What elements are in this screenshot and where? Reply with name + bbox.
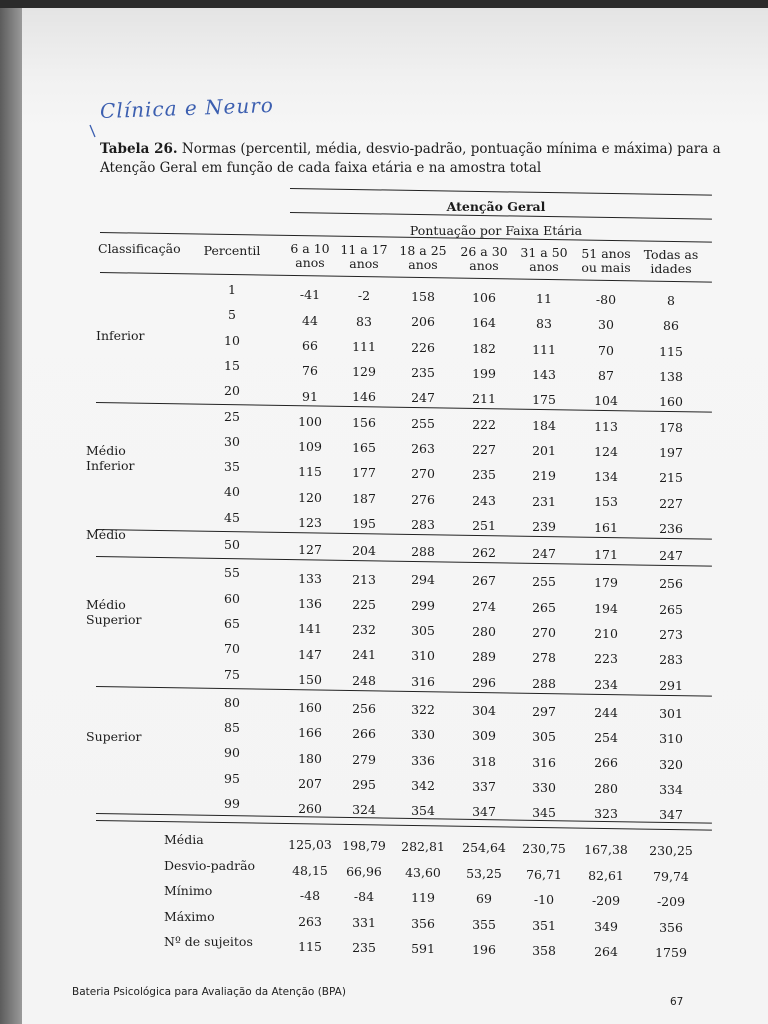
table-cell-value: 232 bbox=[352, 622, 376, 638]
footer-book-title: Bateria Psicológica para Avaliação da Atenção (BPA) bbox=[72, 986, 346, 998]
table-cell-value: 86 bbox=[663, 318, 679, 334]
table-cell-value: 274 bbox=[472, 598, 496, 614]
stat-value: 356 bbox=[659, 919, 683, 935]
table-cell-value: 141 bbox=[298, 621, 322, 637]
table-cell-value: 227 bbox=[659, 495, 683, 511]
table-cell-value: 243 bbox=[472, 492, 496, 508]
table-cell-value: 146 bbox=[352, 389, 376, 405]
age-group-label-line: 26 a 30 bbox=[460, 244, 508, 260]
classification-label bbox=[86, 597, 142, 627]
classification-label-line: Superior bbox=[86, 612, 142, 627]
table-cell-value: 44 bbox=[302, 312, 318, 328]
column-header-age-group bbox=[520, 246, 567, 274]
stat-value: 115 bbox=[298, 939, 322, 955]
table-cell-value: 279 bbox=[352, 751, 376, 767]
table-cell-value: 223 bbox=[594, 651, 618, 667]
stat-value: 235 bbox=[352, 940, 376, 956]
table-cell-value: 265 bbox=[659, 601, 683, 617]
table-cell-value: 160 bbox=[298, 700, 322, 716]
table-cell-value: 288 bbox=[411, 544, 435, 560]
table-cell-value: 305 bbox=[411, 623, 435, 639]
classification-label-line: Médio bbox=[86, 527, 126, 542]
table-cell-value: 330 bbox=[411, 727, 435, 743]
table-cell-value: 226 bbox=[411, 339, 435, 355]
percentile-value: 15 bbox=[224, 357, 240, 373]
percentile-value: 95 bbox=[224, 770, 240, 786]
table-cell-value: 166 bbox=[298, 725, 322, 741]
table-cell-value: 76 bbox=[302, 363, 318, 379]
percentile-value: 10 bbox=[224, 332, 240, 348]
table-cell-value: 334 bbox=[659, 781, 683, 797]
stat-value: 198,79 bbox=[342, 838, 386, 854]
table-cell-value: 150 bbox=[298, 671, 322, 687]
table-cell-value: 123 bbox=[298, 515, 322, 531]
stat-value: -48 bbox=[299, 888, 321, 904]
table-cell-value: 297 bbox=[532, 703, 556, 719]
table-cell-value: 70 bbox=[598, 342, 614, 358]
stat-value: -10 bbox=[533, 892, 555, 908]
handwritten-note: Clínica e Neuro bbox=[99, 92, 275, 124]
age-group-label-line: anos bbox=[529, 259, 559, 275]
table-cell-value: 247 bbox=[532, 546, 556, 562]
table-cell-value: 225 bbox=[352, 596, 376, 612]
age-group-label-line: anos bbox=[469, 258, 499, 274]
column-header-classificacao: Classificação bbox=[98, 241, 181, 256]
table-cell-value: 248 bbox=[352, 672, 376, 688]
table-cell-value: 124 bbox=[594, 443, 618, 459]
table-cell-value: 175 bbox=[532, 392, 556, 408]
table-cell-value: 283 bbox=[659, 652, 683, 668]
table-cell-value: 115 bbox=[659, 343, 683, 359]
page-number: 67 bbox=[670, 996, 684, 1008]
table-cell-value: 263 bbox=[411, 440, 435, 456]
table-cell-value: 295 bbox=[352, 776, 376, 792]
table-cell-value: 294 bbox=[411, 572, 435, 588]
table-cell-value: 111 bbox=[352, 338, 376, 354]
percentile-value: 30 bbox=[224, 433, 240, 449]
column-header-age-group bbox=[581, 247, 630, 275]
table-cell-value: 161 bbox=[594, 519, 618, 535]
table-cell-value: 138 bbox=[659, 369, 683, 385]
table-cell-value: 296 bbox=[472, 674, 496, 690]
table-cell-value: 178 bbox=[659, 419, 683, 435]
table-cell-value: 113 bbox=[594, 418, 618, 434]
table-cell-value: 310 bbox=[411, 648, 435, 664]
classification-label-line: Médio bbox=[86, 597, 126, 612]
table-cell-value: 336 bbox=[411, 752, 435, 768]
age-group-label-line: 18 a 25 bbox=[399, 243, 447, 259]
table-cell-value: 83 bbox=[356, 313, 372, 329]
table-cell-value: 316 bbox=[532, 754, 556, 770]
stat-value: 76,71 bbox=[526, 866, 562, 882]
table-cell-value: 127 bbox=[298, 542, 322, 558]
table-cell-value: 231 bbox=[532, 493, 556, 509]
stat-label: Mínimo bbox=[164, 883, 213, 898]
table-cell-value: 270 bbox=[411, 466, 435, 482]
table-cell-value: 251 bbox=[472, 517, 496, 533]
stat-value: 167,38 bbox=[584, 842, 628, 858]
stat-value: 355 bbox=[472, 916, 496, 932]
table-cell-value: 347 bbox=[659, 807, 683, 823]
table-cell-value: 354 bbox=[411, 803, 435, 819]
table-cell-value: 165 bbox=[352, 440, 376, 456]
table-cell-value: 316 bbox=[411, 673, 435, 689]
stat-label: Máximo bbox=[164, 908, 215, 924]
percentile-value: 70 bbox=[224, 641, 240, 657]
scan-left-edge bbox=[0, 8, 22, 1024]
table-cell-value: 235 bbox=[472, 467, 496, 483]
percentile-value: 60 bbox=[224, 590, 240, 606]
stat-value: -209 bbox=[591, 893, 621, 909]
table-cell-value: 164 bbox=[472, 315, 496, 331]
table-cell-value: 330 bbox=[532, 779, 556, 795]
table-cell-value: 288 bbox=[532, 675, 556, 691]
table-cell-value: 310 bbox=[659, 731, 683, 747]
table-cell-value: 324 bbox=[352, 802, 376, 818]
table-cell-value: 305 bbox=[532, 729, 556, 745]
table-cell-value: 247 bbox=[411, 390, 435, 406]
stat-value: 591 bbox=[411, 941, 435, 957]
table-cell-value: 109 bbox=[298, 439, 322, 455]
table-cell-value: 215 bbox=[659, 470, 683, 486]
table-cell-value: 182 bbox=[472, 340, 496, 356]
caption-label: Tabela 26. bbox=[100, 141, 178, 157]
stat-value: 263 bbox=[298, 913, 322, 929]
table-cell-value: -2 bbox=[357, 288, 371, 304]
scan-top-edge bbox=[0, 0, 768, 8]
table-cell-value: 227 bbox=[472, 441, 496, 457]
percentile-value: 20 bbox=[224, 383, 240, 399]
table-cell-value: 255 bbox=[411, 415, 435, 431]
stat-value: 356 bbox=[411, 915, 435, 931]
table-cell-value: 30 bbox=[598, 317, 614, 333]
table-cell-value: 280 bbox=[472, 624, 496, 640]
table-cell-value: 309 bbox=[472, 728, 496, 744]
table-cell-value: 260 bbox=[298, 801, 322, 817]
classification-label bbox=[86, 527, 126, 542]
table-cell-value: 106 bbox=[472, 290, 496, 306]
table-caption bbox=[100, 140, 730, 178]
percentile-value: 1 bbox=[228, 282, 236, 297]
age-group-label-line: anos bbox=[349, 256, 379, 272]
table-cell-value: 299 bbox=[411, 597, 435, 613]
table-cell-value: 265 bbox=[532, 599, 556, 615]
table-cell-value: 177 bbox=[352, 465, 376, 481]
percentile-value: 50 bbox=[224, 537, 240, 552]
classification-label bbox=[96, 328, 145, 343]
column-header-age-group bbox=[460, 245, 507, 273]
age-group-label-line: anos bbox=[408, 257, 438, 273]
table-cell-value: 255 bbox=[532, 574, 556, 590]
table-cell-value: 194 bbox=[594, 600, 618, 616]
classification-label-line: Inferior bbox=[86, 458, 135, 473]
table-cell-value: 11 bbox=[536, 291, 552, 307]
table-cell-value: 120 bbox=[298, 489, 322, 505]
percentile-value: 99 bbox=[224, 796, 240, 811]
table-cell-value: 195 bbox=[352, 515, 376, 531]
table-cell-value: 266 bbox=[594, 755, 618, 771]
stat-value: 254,64 bbox=[462, 840, 506, 856]
stat-value: -209 bbox=[656, 894, 686, 910]
caption-text: Normas (percentil, média, desvio-padrão, pontuação mínima e máxima) para a Atenção Geral em função de cada faixa etária e na amostra total bbox=[100, 141, 721, 176]
table-cell-value: 345 bbox=[532, 805, 556, 821]
table-cell-value: 187 bbox=[352, 490, 376, 506]
classification-label bbox=[86, 443, 135, 473]
classification-label-line: Médio bbox=[86, 443, 126, 458]
column-header-age-group bbox=[644, 248, 699, 276]
table-cell-value: 179 bbox=[594, 575, 618, 591]
stat-value: 351 bbox=[532, 917, 556, 933]
sub-header: Pontuação por Faixa Etária bbox=[409, 223, 583, 239]
table-cell-value: 342 bbox=[411, 777, 435, 793]
age-group-label-line: ou mais bbox=[581, 260, 631, 276]
percentile-value: 25 bbox=[224, 408, 240, 424]
age-group-label-line: 6 a 10 bbox=[290, 241, 330, 257]
table-cell-value: 87 bbox=[598, 367, 614, 383]
table-cell-value: 241 bbox=[352, 647, 376, 663]
table-cell-value: 247 bbox=[659, 548, 683, 564]
table-cell-value: 244 bbox=[594, 704, 618, 720]
table-cell-value: 160 bbox=[659, 394, 683, 410]
column-header-age-group bbox=[340, 243, 387, 271]
stat-value: 66,96 bbox=[346, 863, 382, 879]
table-cell-value: 234 bbox=[594, 676, 618, 692]
table-cell-value: 204 bbox=[352, 543, 376, 559]
table-cell-value: 266 bbox=[352, 726, 376, 742]
stat-label: Desvio-padrão bbox=[164, 857, 256, 873]
table-cell-value: 111 bbox=[532, 341, 556, 357]
table-cell-value: 66 bbox=[302, 337, 318, 353]
stat-value: 43,60 bbox=[405, 864, 441, 880]
percentile-value: 85 bbox=[224, 720, 240, 736]
percentile-value: 75 bbox=[224, 666, 240, 682]
table-cell-value: 222 bbox=[472, 416, 496, 432]
table-cell-value: 134 bbox=[594, 469, 618, 485]
table-cell-value: 184 bbox=[532, 417, 556, 433]
table-cell-value: 304 bbox=[472, 702, 496, 718]
table-cell-value: 153 bbox=[594, 494, 618, 510]
table-cell-value: 323 bbox=[594, 806, 618, 822]
percentile-value: 45 bbox=[224, 509, 240, 525]
table-cell-value: 213 bbox=[352, 571, 376, 587]
table-cell-value: 100 bbox=[298, 413, 322, 429]
stat-value: 358 bbox=[532, 943, 556, 959]
stat-value: 196 bbox=[472, 942, 496, 958]
percentile-value: 5 bbox=[228, 307, 236, 323]
table-cell-value: 180 bbox=[298, 750, 322, 766]
stat-value: 331 bbox=[352, 914, 376, 930]
age-group-label-line: Todas as bbox=[643, 247, 699, 263]
percentile-value: 65 bbox=[224, 615, 240, 631]
table-cell-value: 267 bbox=[472, 573, 496, 589]
table-cell-value: 171 bbox=[594, 547, 618, 563]
stat-value: 1759 bbox=[655, 945, 687, 961]
percentile-value: 80 bbox=[224, 694, 240, 710]
age-group-label-line: 51 anos bbox=[581, 246, 631, 262]
age-group-label-line: 31 a 50 bbox=[520, 245, 568, 261]
stat-value: 230,75 bbox=[522, 841, 566, 857]
stat-value: 282,81 bbox=[401, 839, 445, 855]
table-cell-value: 278 bbox=[532, 650, 556, 666]
table-cell-value: 256 bbox=[659, 576, 683, 592]
table-cell-value: 318 bbox=[472, 753, 496, 769]
stat-value: 264 bbox=[594, 944, 618, 960]
percentile-value: 35 bbox=[224, 459, 240, 475]
table-cell-value: 236 bbox=[659, 520, 683, 536]
table-cell-value: 136 bbox=[298, 595, 322, 611]
table-cell-value: 201 bbox=[532, 442, 556, 458]
table-cell-value: 104 bbox=[594, 393, 618, 409]
table-cell-value: -80 bbox=[595, 292, 617, 308]
table-cell-value: 207 bbox=[298, 776, 322, 792]
table-cell-value: 239 bbox=[532, 518, 556, 534]
table-cell-value: 199 bbox=[472, 366, 496, 382]
column-header-age-group bbox=[399, 244, 446, 272]
table-cell-value: 235 bbox=[411, 365, 435, 381]
table-cell-value: 276 bbox=[411, 491, 435, 507]
stat-value: 69 bbox=[476, 891, 492, 907]
handwritten-arrow-icon bbox=[88, 124, 100, 140]
stat-value: 119 bbox=[411, 890, 435, 906]
age-group-label-line: anos bbox=[295, 255, 325, 271]
table-cell-value: 254 bbox=[594, 730, 618, 746]
table-cell-value: 133 bbox=[298, 570, 322, 586]
table-cell-value: 273 bbox=[659, 627, 683, 643]
percentile-value: 90 bbox=[224, 745, 240, 761]
stat-value: 82,61 bbox=[588, 867, 624, 883]
stat-value: 48,15 bbox=[292, 862, 328, 878]
table-cell-value: 206 bbox=[411, 314, 435, 330]
table-cell-value: 270 bbox=[532, 625, 556, 640]
table-cell-value: 289 bbox=[472, 649, 496, 665]
age-group-label-line: 11 a 17 bbox=[340, 242, 388, 258]
table-cell-value: -41 bbox=[299, 287, 321, 303]
stat-value: 53,25 bbox=[466, 865, 502, 881]
table-cell-value: 262 bbox=[472, 545, 496, 561]
stat-value: 125,03 bbox=[288, 837, 332, 853]
table-cell-value: 280 bbox=[594, 780, 618, 796]
stat-value: 230,25 bbox=[649, 843, 693, 859]
table-cell-value: 129 bbox=[352, 364, 376, 380]
table-cell-value: 283 bbox=[411, 516, 435, 532]
table-cell-value: 156 bbox=[352, 414, 376, 430]
table-cell-value: 210 bbox=[594, 625, 618, 641]
table-cell-value: 256 bbox=[352, 701, 376, 717]
stat-label: Média bbox=[164, 832, 204, 847]
table-cell-value: 91 bbox=[302, 388, 318, 404]
column-header-percentil: Percentil bbox=[203, 243, 261, 258]
column-header-age-group bbox=[290, 242, 329, 270]
table-cell-value: 211 bbox=[472, 391, 496, 407]
stat-value: -84 bbox=[353, 889, 375, 905]
table-cell-value: 147 bbox=[298, 646, 322, 662]
stat-value: 79,74 bbox=[653, 868, 689, 884]
table-cell-value: 115 bbox=[298, 464, 322, 480]
stat-value: 349 bbox=[594, 918, 618, 934]
stat-label: Nº de sujeitos bbox=[164, 934, 253, 949]
percentile-value: 55 bbox=[224, 565, 240, 581]
table-cell-value: 219 bbox=[532, 468, 556, 484]
table-cell-value: 143 bbox=[532, 367, 556, 382]
classification-label bbox=[86, 729, 142, 744]
group-header: Atenção Geral bbox=[446, 199, 546, 215]
table-cell-value: 197 bbox=[659, 444, 683, 460]
age-group-label-line: idades bbox=[650, 261, 692, 277]
table-cell-value: 301 bbox=[659, 705, 683, 721]
classification-label-line: Superior bbox=[86, 729, 142, 744]
table-cell-value: 83 bbox=[536, 316, 552, 332]
table-cell-value: 320 bbox=[659, 756, 683, 772]
table-cell-value: 337 bbox=[472, 778, 496, 794]
table-cell-value: 322 bbox=[411, 701, 435, 717]
table-cell-value: 291 bbox=[659, 677, 683, 693]
table-cell-value: 347 bbox=[472, 804, 496, 820]
classification-label-line: Inferior bbox=[96, 328, 145, 343]
table-cell-value: 158 bbox=[411, 289, 435, 305]
percentile-value: 40 bbox=[224, 484, 240, 500]
table-cell-value: 8 bbox=[667, 293, 675, 309]
